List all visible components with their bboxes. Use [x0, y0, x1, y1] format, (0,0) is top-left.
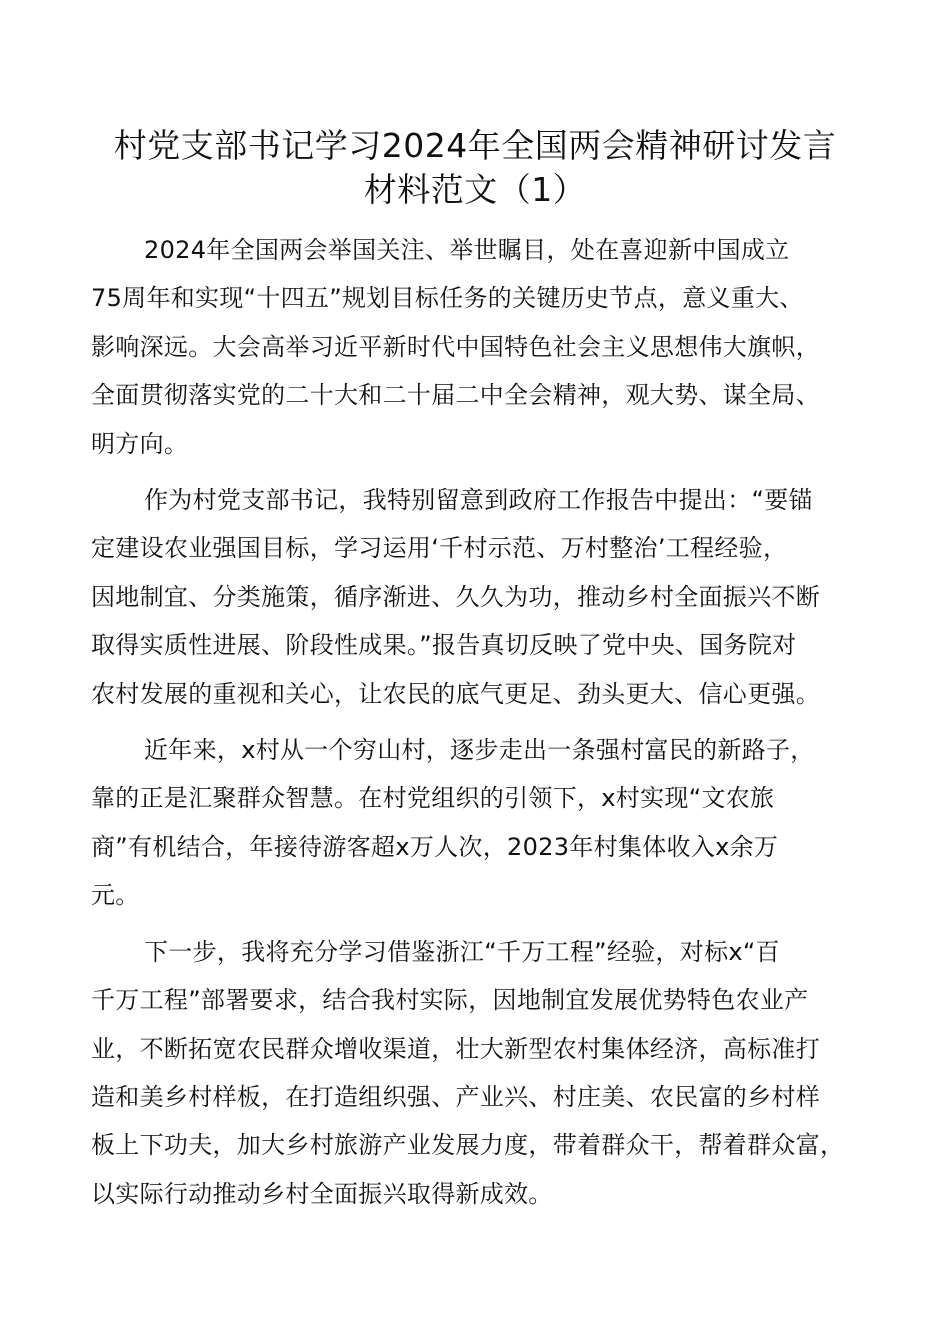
paragraph-line: 千万工程”部署要求，结合我村实际，因地制宜发展优势特色农业产 [91, 986, 809, 1015]
paragraph-line: 定建设农业强国目标，学习运用‘千村示范、万村整治’工程经验， [91, 534, 788, 563]
paragraph-line: 75周年和实现“十四五”规划目标任务的关键历史节点，意义重大、 [91, 284, 804, 313]
paragraph-line: 明方向。 [91, 429, 189, 458]
paragraph-3 [91, 726, 871, 920]
paragraph-line: 因地制宜、分类施策，循序渐进、久久为功，推动乡村全面振兴不断 [91, 582, 820, 611]
document-body [91, 226, 871, 1226]
paragraph-line: 元。 [91, 881, 140, 910]
paragraph-line: 板上下功夫，加大乡村旅游产业发展力度，带着群众干，帮着群众富， [91, 1131, 845, 1160]
paragraph-line: 全面贯彻落实党的二十大和二十届二中全会精神，观大势、谋全局、 [91, 381, 820, 410]
paragraph-line: 农村发展的重视和关心，让农民的底气更足、劲头更大、信心更强。 [91, 679, 820, 708]
paragraph-line: 业，不断拓宽农民群众增收渠道，壮大新型农村集体经济，高标准打 [91, 1034, 820, 1063]
paragraph-line: 以实际行动推动乡村全面振兴取得新成效。 [91, 1179, 553, 1208]
paragraph-line: 影响深远。大会高举习近平新时代中国特色社会主义思想伟大旗帜， [91, 332, 820, 361]
paragraph-line: 2024年全国两会举国关注、举世瞩目，处在喜迎新中国成立 [144, 236, 790, 264]
paragraph-line: 近年来，x村从一个穷山村，逐步走出一条强村富民的新路子， [144, 736, 815, 765]
paragraph-2 [91, 476, 871, 718]
paragraph-line: 下一步，我将充分学习借鉴浙江“千万工程”经验，对标x“百 [144, 937, 780, 966]
title-line-2: 材料范文（1） [363, 170, 587, 209]
paragraph-4 [91, 928, 871, 1218]
paragraph-1 [91, 226, 871, 468]
document-title [60, 124, 890, 212]
paragraph-line: 造和美乡村样板，在打造组织强、产业兴、村庄美、农民富的乡村样 [91, 1082, 820, 1111]
paragraph-line: 取得实质性进展、阶段性成果。”报告真切反映了党中央、国务院对 [91, 631, 797, 660]
paragraph-line: 作为村党支部书记，我特别留意到政府工作报告中提出：“要锚 [144, 486, 813, 515]
title-line-1: 村党支部书记学习2024年全国两会精神研讨发言 [113, 126, 837, 165]
paragraph-line: 商”有机结合，年接待游客超x万人次，2023年村集体收入x余万 [91, 832, 779, 861]
paragraph-line: 靠的正是汇聚群众智慧。在村党组织的引领下，x村实现“文农旅 [91, 784, 775, 813]
